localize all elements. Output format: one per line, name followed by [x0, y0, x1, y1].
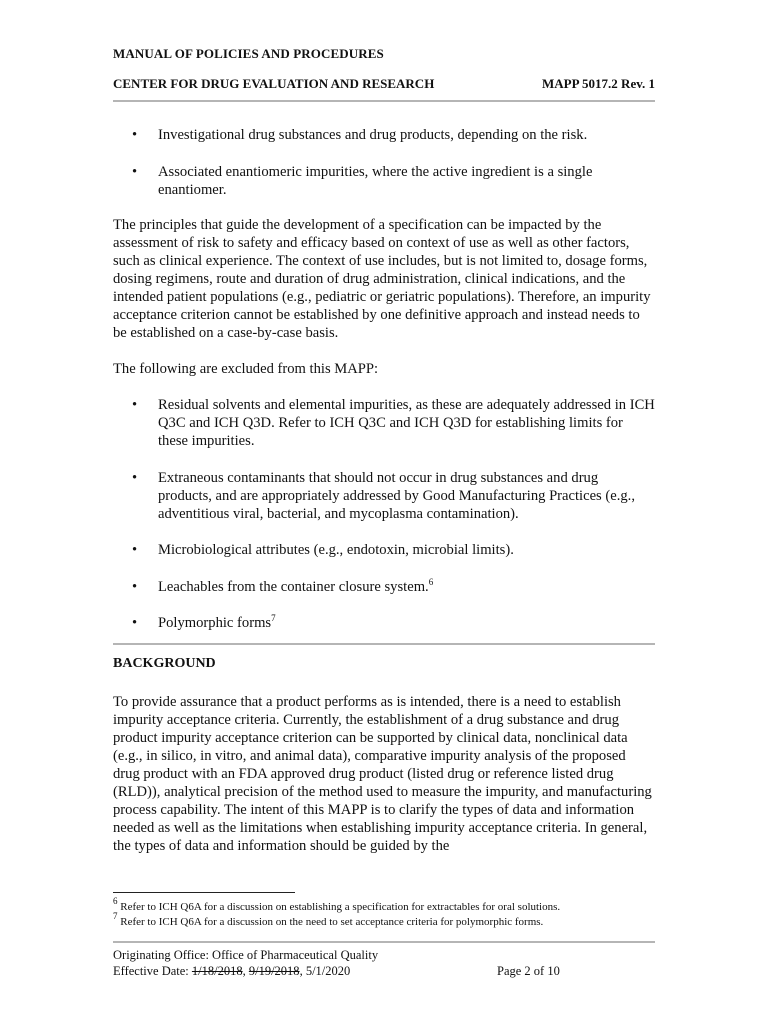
footnote-ref-7[interactable]: 7	[271, 613, 276, 623]
section-divider	[113, 643, 655, 645]
footnote-text: Refer to ICH Q6A for a discussion on the need to set acceptance criteria for polymorphic forms.	[120, 916, 544, 928]
footnote-number: 6	[113, 896, 118, 906]
paragraph-exclusions-intro: The following are excluded from this MAPP:	[113, 361, 379, 377]
header-divider	[113, 100, 655, 102]
date-separator: ,	[242, 964, 249, 978]
mapp-number: MAPP 5017.2 Rev. 1	[541, 76, 655, 91]
bullet-dot: •	[132, 127, 138, 143]
date-separator: ,	[299, 964, 306, 978]
footer-divider	[113, 941, 655, 943]
bullet-dot: •	[132, 470, 138, 486]
footnote-text: Refer to ICH Q6A for a discussion on establishing a specification for extractables for oral solutions.	[120, 901, 561, 913]
manual-title: MANUAL OF POLICIES AND PROCEDURES	[113, 46, 384, 61]
footnote-number: 7	[113, 911, 118, 921]
section-title-background: BACKGROUND	[113, 656, 216, 671]
paragraph-scope: The principles that guide the development of a specification can be impacted by the assessment of risk to safety and efficacy based on context of use as well as other factors, such as clinical experience. The context of use includes, but is not limited to, dosage forms, dosing regimens, route and duration of drug administration, clinical indications, and the intended patient populations (e.g., pediatric or geriatric populations). Therefore, an impurity acceptance criterion cannot be established by one definitive approach and instead needs to be established on a case-by-case basis.	[113, 217, 651, 341]
footnote-6	[113, 896, 561, 914]
footnote-divider	[113, 892, 295, 893]
list-item-text	[158, 578, 655, 596]
footnote-ref-6[interactable]: 6	[428, 577, 434, 587]
bullet-dot: •	[132, 164, 138, 180]
bullet-dot: •	[132, 542, 138, 558]
list-item-text: Residual solvents and elemental impurities, as these are adequately addressed in ICH Q3C and ICH Q3D. Refer to ICH Q3C and ICH Q3D for establishing limits for these impurities.	[158, 397, 655, 449]
list-item-text	[158, 614, 655, 632]
footer-office: Originating Office: Office of Pharmaceutical Quality	[113, 948, 379, 962]
polymorphic-text: Polymorphic forms	[158, 615, 272, 631]
center-name: CENTER FOR DRUG EVALUATION AND RESEARCH	[113, 76, 435, 91]
effective-date-label: Effective Date:	[113, 964, 192, 978]
bullet-dot: •	[132, 397, 138, 413]
list-item-text: Microbiological attributes (e.g., endotoxin, microbial limits).	[158, 542, 514, 558]
footnote-7	[113, 911, 544, 929]
page-number: Page 2 of 10	[497, 964, 560, 978]
list-item-text: Investigational drug substances and drug products, depending on the risk.	[158, 127, 588, 143]
bullet-dot: •	[132, 579, 138, 595]
struck-date: 1/18/2018	[191, 964, 243, 978]
list-item-text: Extraneous contaminants that should not occur in drug substances and drug products, and are appropriately addressed by Good Manufacturing Practices (e.g., adventitious viral, bacterial, and mycoplasma contamination).	[158, 470, 635, 522]
struck-date: 9/19/2018	[248, 964, 300, 978]
bullet-dot: •	[132, 615, 138, 631]
paragraph-background: To provide assurance that a product performs as is intended, there is a need to establish impurity acceptance criteria. Currently, the establishment of a drug substance and drug product impurity acceptance criterion can be supported by clinical data, nonclinical data (e.g., in silico, in vitro, and animal data), comparative impurity analysis of the proposed drug product with an FDA approved drug product (listed drug or reference listed drug (RLD)), analytical precision of the method used to measure the impurity, and manufacturing process capability. The intent of this MAPP is to clarify the types of data and information needed as well as the limitations when establishing impurity acceptance criteria. In general, the types of data and information should be guided by the	[113, 694, 652, 854]
header-row	[113, 76, 655, 92]
leachables-text: Leachables from the container closure system.	[158, 579, 429, 595]
current-date: 5/1/2020	[305, 964, 351, 978]
list-item-text: Associated enantiomeric impurities, where the active ingredient is a single enantiomer.	[158, 164, 593, 198]
